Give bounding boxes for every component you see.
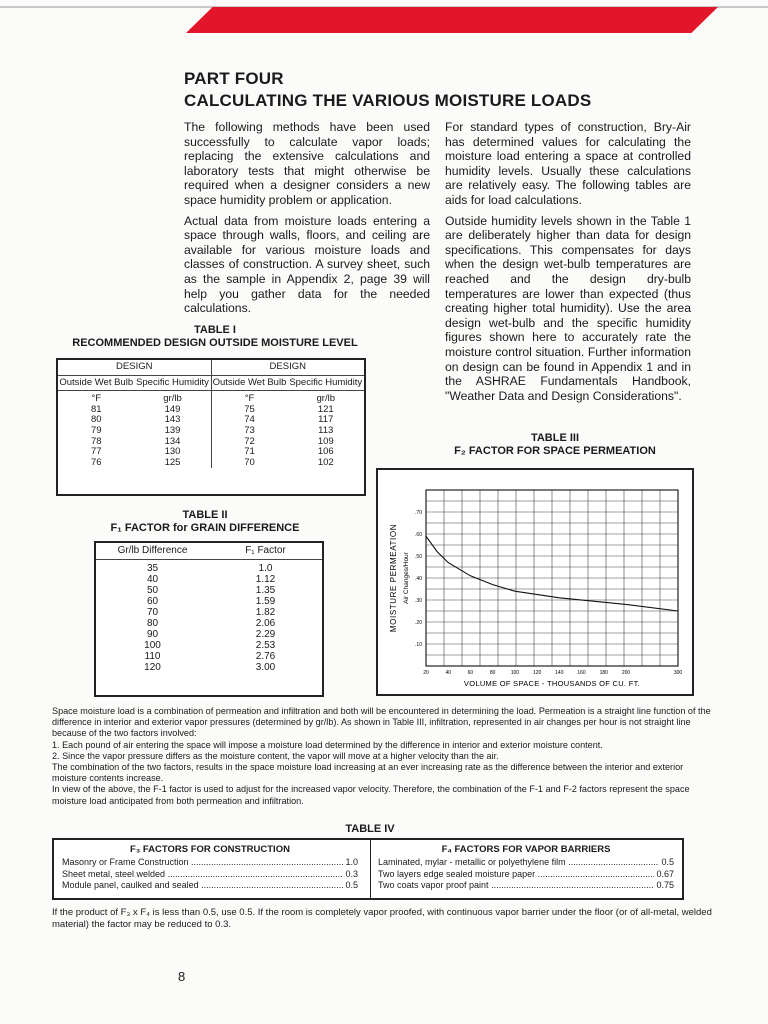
- table1-col-header: Specific Humidity: [135, 375, 212, 391]
- table1-col-header: Outside Wet Bulb: [211, 375, 288, 391]
- table-row: [96, 618, 322, 629]
- y-tick-label: .50: [415, 554, 422, 560]
- table-cell: 121: [317, 403, 334, 415]
- left-column: [184, 120, 430, 322]
- table-cell: 120: [144, 662, 161, 673]
- part-label: PART FOUR: [184, 69, 284, 88]
- construction-title: F₃ FACTORS FOR CONSTRUCTION: [130, 844, 290, 855]
- table1-unit: °F: [244, 393, 255, 405]
- factor-value: 0.67: [656, 868, 674, 879]
- table-row: [58, 458, 364, 469]
- list-item: [378, 857, 674, 868]
- x-tick-label: 160: [577, 670, 586, 676]
- table3-caption: [440, 432, 670, 458]
- table1-label: TABLE I: [194, 324, 236, 336]
- page-title: CALCULATING THE VARIOUS MOISTURE LOADS: [184, 91, 592, 110]
- table-row: [96, 662, 322, 673]
- x-axis-label: VOLUME OF SPACE - THOUSANDS OF CU. FT.: [463, 679, 641, 688]
- red-header-bar: [186, 7, 718, 33]
- table2-col-header: Gr/lb Difference: [96, 543, 209, 560]
- table-row: [96, 607, 322, 618]
- table1-unit: gr/lb: [135, 391, 212, 405]
- table-cell: 100: [144, 640, 161, 651]
- table1-col-header: Outside Wet Bulb: [58, 375, 135, 391]
- table-cell: 149: [135, 405, 212, 416]
- y-tick-label: .30: [415, 598, 422, 604]
- y-axis-sublabel: Air Changes/Hour: [403, 552, 410, 604]
- table-cell: 102: [317, 456, 334, 468]
- table-cell: 77: [90, 446, 102, 458]
- list-item: [62, 869, 358, 880]
- table1-title: RECOMMENDED DESIGN OUTSIDE MOISTURE LEVEL: [72, 337, 358, 349]
- table-row: [96, 560, 322, 575]
- explanation-text: [52, 706, 718, 807]
- table-cell: 75: [244, 403, 255, 415]
- table1-unit: °F: [91, 393, 102, 405]
- table4: [52, 838, 684, 900]
- table-cell: 106: [317, 446, 334, 458]
- list-item: [62, 880, 358, 891]
- paragraph: 1. Each pound of air entering the space will impose a moisture load determined by the difference in interior and exterior moisture content.: [52, 739, 603, 750]
- table-cell: 1.59: [255, 596, 276, 607]
- table-cell: 2.53: [255, 640, 276, 651]
- table-cell: 70: [244, 456, 255, 468]
- x-tick-label: 80: [489, 670, 496, 676]
- factor-value: 0.75: [656, 879, 674, 890]
- table-row: [96, 574, 322, 585]
- table-cell: 74: [244, 414, 255, 426]
- table1-caption: [60, 324, 370, 350]
- table-cell: 73: [244, 424, 255, 436]
- table-row: [58, 426, 364, 437]
- factor-label: Module panel, caulked and sealed .....: [62, 880, 343, 891]
- factor-label: Sheet metal, steel welded .....: [62, 869, 343, 880]
- table-cell: 109: [317, 435, 334, 447]
- table-row: [96, 640, 322, 651]
- y-tick-label: .10: [415, 642, 422, 648]
- x-tick-label: 60: [467, 670, 474, 676]
- table-row: [96, 596, 322, 607]
- page-heading: [184, 68, 591, 112]
- x-tick-label: 200: [621, 670, 631, 676]
- factor-value: 0.5: [661, 857, 674, 868]
- table2-title: F₁ FACTOR for GRAIN DIFFERENCE: [110, 522, 300, 534]
- table-cell: 40: [146, 574, 159, 585]
- table-cell: 113: [318, 424, 334, 436]
- table-cell: 130: [135, 447, 212, 458]
- table-cell: 60: [146, 596, 159, 607]
- list-item: [378, 880, 674, 891]
- table-cell: 76: [90, 456, 102, 468]
- vapor-barrier-factors: [378, 844, 674, 891]
- table-cell: 1.35: [255, 585, 276, 596]
- column-divider: [370, 840, 371, 898]
- factor-value: 0.5: [345, 879, 358, 890]
- x-tick-label: 20: [423, 670, 429, 676]
- factor-value: 0.3: [345, 868, 358, 879]
- y-tick-label: .20: [415, 620, 422, 626]
- table-cell: 80: [90, 414, 102, 426]
- paragraph: The combination of the two factors, results in the space moisture load increasing at an ever increasing rate as the difference between the interior and exterior moisture contents increase.: [52, 762, 684, 784]
- table-cell: 71: [244, 446, 255, 458]
- table-cell: 1.0: [258, 563, 273, 574]
- table-cell: 110: [144, 651, 161, 662]
- table-cell: 90: [146, 629, 159, 640]
- table-row: [96, 585, 322, 596]
- factor-value: 1.0: [345, 857, 358, 868]
- table1: [56, 358, 366, 496]
- factor-label: Laminated, mylar - metallic or polyethylene film .....: [378, 857, 659, 868]
- x-tick-label: 40: [445, 670, 452, 676]
- table3-title: F₂ FACTOR FOR SPACE PERMEATION: [454, 445, 656, 457]
- footnote: If the product of F₃ x F₄ is less than 0.5, use 0.5. If the room is completely vapor proofed, with continuous vapor barrier under the floor (or of all-metal, welded material) the factor may be reduced to 0.3.: [52, 907, 712, 930]
- table1-grid: [58, 360, 364, 468]
- table-cell: 78: [90, 435, 102, 447]
- table-cell: 35: [146, 563, 159, 574]
- chart-canvas: [378, 470, 692, 694]
- table1-col-header: Specific Humidity: [288, 375, 365, 391]
- x-tick-label: 300: [673, 670, 683, 676]
- table2-label: TABLE II: [182, 509, 228, 521]
- table-cell: 72: [244, 435, 255, 447]
- y-tick-label: .40: [415, 576, 422, 582]
- paragraph: Actual data from moisture loads entering a space through walls, floors, and ceiling are available for various moisture loads and classes of construction. A survey sheet, such as the sample in Appendix 2, page 39 will help you gather data for the needed calculations.: [184, 213, 430, 316]
- list-item: [378, 869, 674, 880]
- table-cell: 2.06: [255, 618, 276, 629]
- paragraph: The following methods have been used successfully to calculate vapor loads; replacing the extensive calculations and laboratory tests that might otherwise be required when a designer considers a new space humidity problem or application.: [184, 120, 430, 207]
- page-number: 8: [178, 969, 186, 984]
- table-cell: 3.00: [255, 662, 276, 673]
- table-cell: 1.82: [255, 607, 276, 618]
- table4-label: TABLE IV: [345, 823, 395, 835]
- table-cell: 79: [90, 424, 102, 436]
- table-cell: 81: [90, 403, 102, 415]
- table-cell: 50: [146, 585, 159, 596]
- factor-label: Two coats vapor proof paint .....: [378, 880, 654, 891]
- table-cell: 125: [135, 458, 212, 469]
- table-cell: 143: [135, 415, 212, 426]
- y-axis-label: MOISTURE PERMEATION: [389, 523, 398, 633]
- paragraph: For standard types of construction, Bry-Air has determined values for calculating the moisture load entering a space at controlled humidity levels. Usually these calculations are relatively easy. The following tables are aids for load calculations.: [445, 120, 691, 207]
- table2-col-header: F₁ Factor: [209, 543, 322, 560]
- table-row: [96, 651, 322, 662]
- table3-label: TABLE III: [530, 432, 580, 444]
- table-cell: 70: [146, 607, 159, 618]
- construction-factors: [62, 844, 358, 891]
- table1-group-header: DESIGN: [58, 360, 211, 375]
- y-tick-label: .60: [415, 532, 422, 538]
- table-cell: 2.29: [255, 629, 276, 640]
- factor-label: Two layers edge sealed moisture paper .....: [378, 869, 654, 880]
- table-cell: 80: [146, 618, 159, 629]
- table1-group-header: DESIGN: [211, 360, 364, 375]
- list-item: [62, 857, 358, 868]
- table-row: [96, 629, 322, 640]
- factor-label: Masonry or Frame Construction .....: [62, 857, 343, 868]
- table1-unit: gr/lb: [316, 393, 335, 405]
- table-cell: 139: [135, 426, 212, 437]
- table2-caption: [80, 509, 330, 535]
- table-cell: 2.76: [255, 651, 276, 662]
- barrier-title: F₄ FACTORS FOR VAPOR BARRIERS: [441, 844, 611, 855]
- x-tick-label: 180: [599, 670, 608, 676]
- paragraph: In view of the above, the F-1 factor is used to adjust for the increased vapor velocity. Therefore, the combination of the F-1 and F-2 factors represent the space moisture load anticipated from both permeation and infiltration.: [52, 784, 690, 806]
- x-tick-label: 140: [555, 670, 564, 676]
- paragraph: 2. Since the vapor pressure differs as the moisture content, the vapor will move at a higher velocity than the air.: [52, 750, 499, 761]
- table-cell: 1.12: [255, 574, 276, 585]
- x-tick-label: 120: [532, 670, 542, 676]
- table-cell: 117: [318, 414, 334, 426]
- table2: [94, 541, 324, 697]
- permeation-chart: [376, 468, 694, 696]
- paragraph: Space moisture load is a combination of permeation and infiltration and both will be encountered in determining the load. Permeation is a straight line function of the difference in interior and exterior vapor pressures (determined by gr/lb). As shown in Table III, infiltration, represented in air changes per hour is not straight line because of the two factors involved:: [52, 706, 711, 739]
- paragraph: Outside humidity levels shown in the Table 1 are deliberately higher than data for design specifications. This compensates for days when the design wet-bulb temperatures are reached and the design dry-bulb temperatures are lower than expected (thus creating higher total humidity). Use the area design wet-bulb and the specific humidity figures shown here to accurately rate the moisture control situation. Further information on design can be found in Appendix 1 and in the ASHRAE Fundamentals Handbook, "Weather Data and Design Considerations".: [445, 213, 691, 403]
- x-tick-label: 100: [510, 670, 520, 676]
- y-tick-label: .70: [415, 510, 422, 516]
- right-column: [445, 120, 691, 409]
- table-cell: 134: [135, 437, 212, 448]
- table2-grid: [96, 543, 322, 673]
